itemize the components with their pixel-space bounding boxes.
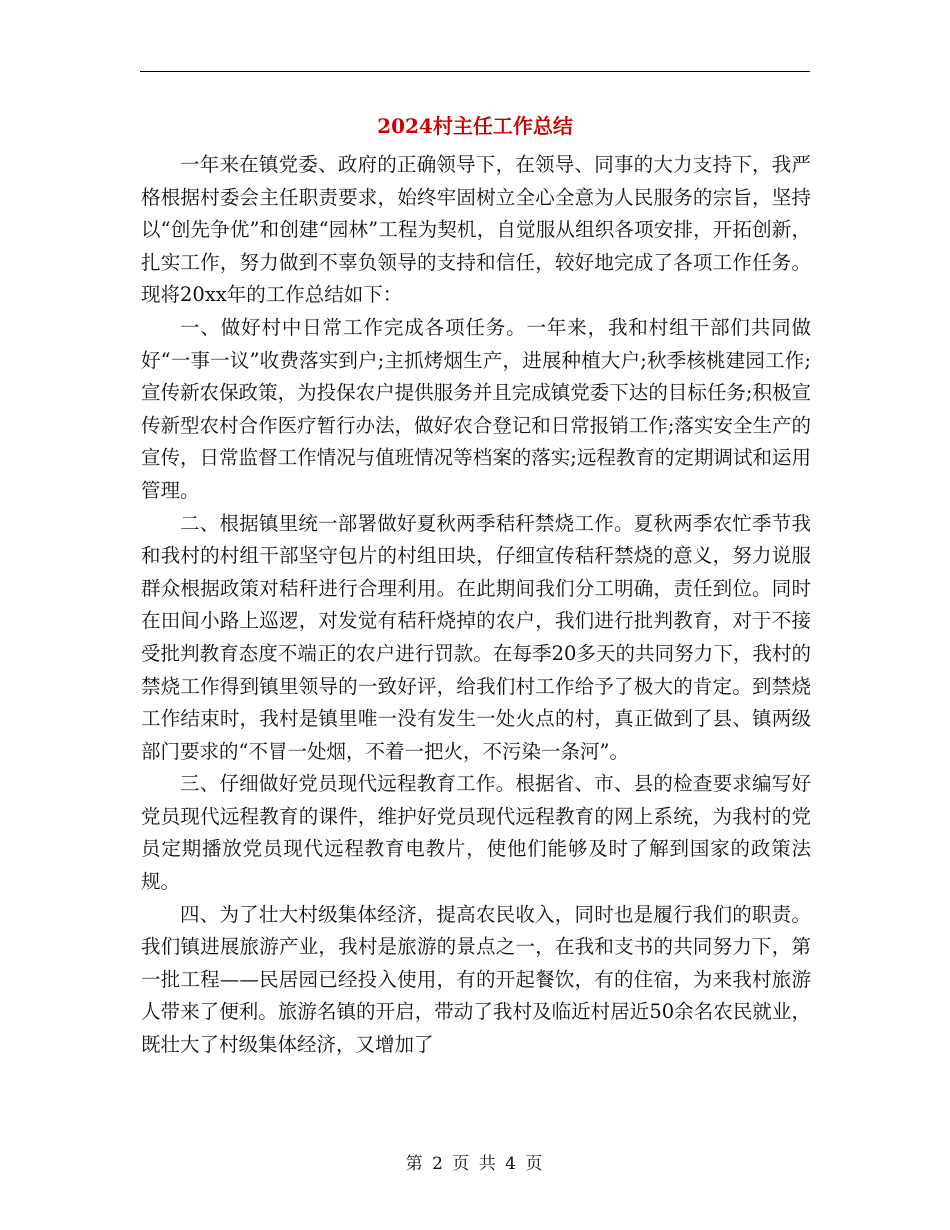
paragraph-section-1: 一、做好村中日常工作完成各项任务。一年来，我和村组干部们共同做好“一事一议”收费落实到户;主抓烤烟生产，进展种植大户;秋季核桃建园工作;宣传新农保政策，为投保农户提供服务并且完成镇党委下达的目标任务;积极宣传新型农村合作医疗暂行办法，做好农合登记和日常报销工作;落实安全生产的宣传，日常监督工作情况与值班情况等档案的落实;远程教育的定期调试和运用管理。 — [141, 315, 811, 502]
paragraph-intro: 一年来在镇党委、政府的正确领导下，在领导、同事的大力支持下，我严格根据村委会主任职责要求，始终牢固树立全心全意为人民服务的宗旨，坚持以“创先争优”和创建“园林”工程为契机，自觉服从组织各项安排，开拓创新，扎实工作，努力做到不辜负领导的支持和信任，较好地完成了各项工作任务。现将20xx年的工作总结如下： — [141, 153, 811, 307]
document-title: 2024村主任工作总结 — [377, 114, 573, 138]
header-rule — [140, 71, 810, 72]
page-number-footer: 第 2 页 共 4 页 — [405, 1154, 545, 1174]
paragraph-section-3: 三、仔细做好党员现代远程教育工作。根据省、市、县的检查要求编写好党员现代远程教育的课件，维护好党员现代远程教育的网上系统，为我村的党员定期播放党员现代远程教育电教片，使他们能够及时了解到国家的政策法规。 — [141, 772, 811, 894]
paragraph-section-4: 四、为了壮大村级集体经济，提高农民收入，同时也是履行我们的职责。我们镇进展旅游产业，我村是旅游的景点之一，在我和支书的共同努力下，第一批工程——民居园已经投入使用，有的开起餐饮，有的住宿，为来我村旅游人带来了便利。旅游名镇的开启，带动了我村及临近村居近50余名农民就业，既壮大了村级集体经济，又增加了 — [141, 902, 811, 1057]
paragraph-section-2: 二、根据镇里统一部署做好夏秋两季秸秆禁烧工作。夏秋两季农忙季节我和我村的村组干部坚守包片的村组田块，仔细宣传秸秆禁烧的意义，努力说服群众根据政策对秸秆进行合理利用。在此期间我们分工明确，责任到位。同时在田间小路上巡逻，对发觉有秸秆烧掉的农户，我们进行批判教育，对于不接受批判教育态度不端正的农户进行罚款。在每季20多天的共同努力下，我村的禁烧工作得到镇里领导的一致好评，给我们村工作给予了极大的肯定。到禁烧工作结束时，我村是镇里唯一没有发生一处火点的村，真正做到了县、镇两级部门要求的“不冒一处烟，不着一把火，不污染一条河”。 — [141, 511, 811, 763]
document-body — [141, 149, 811, 1062]
